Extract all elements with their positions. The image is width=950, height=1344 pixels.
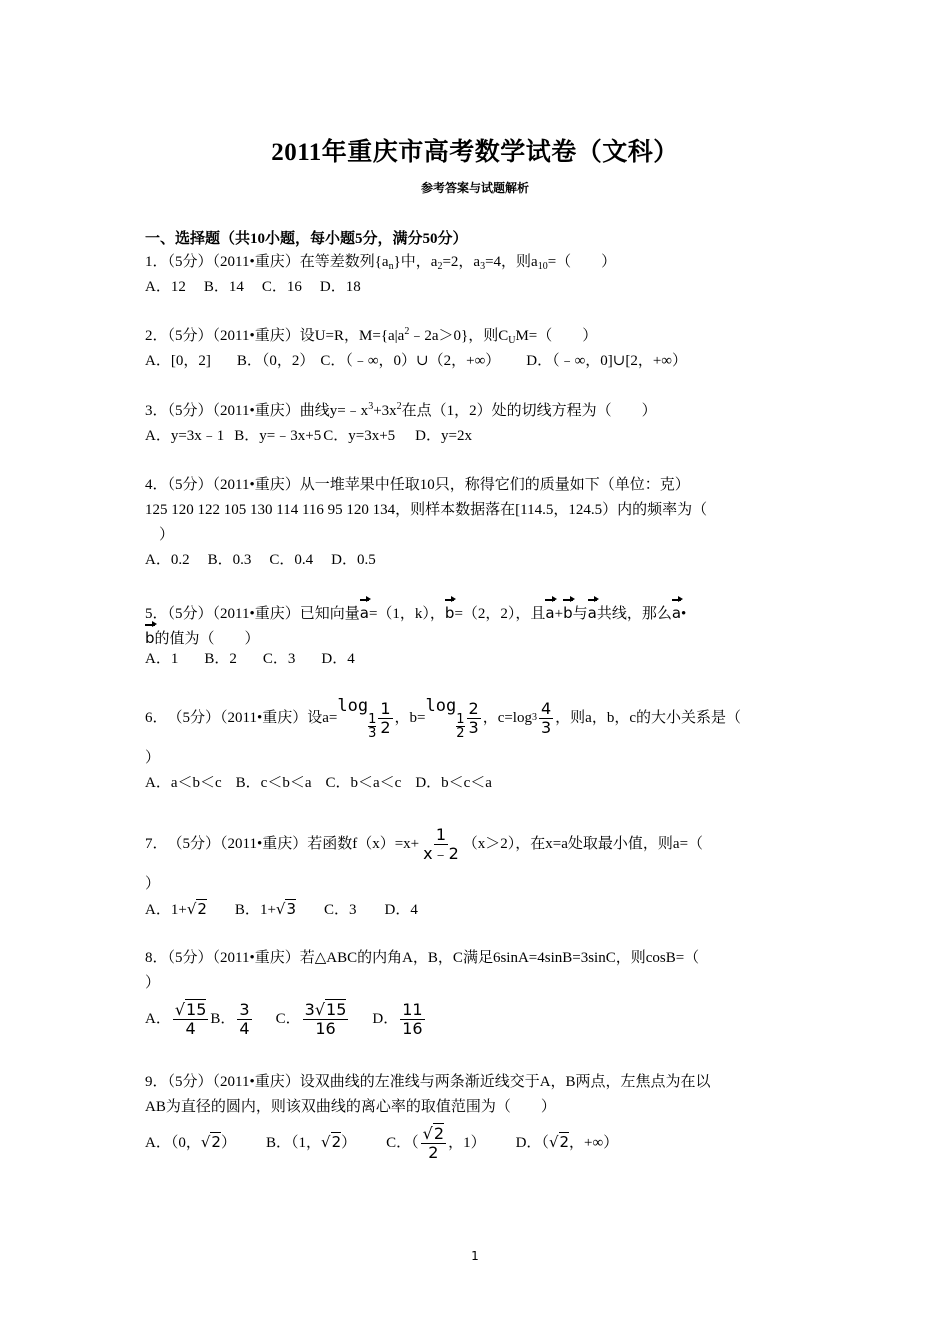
stem-text: 设a= [307, 709, 338, 726]
option-text: 3 [349, 902, 357, 918]
subscript: 2 [437, 261, 443, 272]
option-d [385, 898, 418, 923]
log-label: log [425, 695, 457, 716]
option-a: A．1 [145, 651, 179, 667]
stem-text: • [681, 606, 687, 622]
option-c: C．0.4 [269, 552, 314, 568]
option-text: 1+ [170, 902, 187, 918]
question-3 [145, 399, 810, 449]
option-b [210, 1001, 253, 1038]
fraction-denominator: x﹣2 [423, 843, 459, 863]
stem-text: 在等差数列{a [299, 254, 389, 270]
fraction-numerator [173, 1001, 209, 1020]
subscript: 10 [537, 261, 548, 272]
log-argument-fraction [467, 700, 481, 737]
option-b: B．y=﹣3x+5 [234, 428, 322, 444]
question-number: 6． [145, 709, 168, 726]
stem-text: =（2，2），且 [454, 606, 546, 622]
fraction [421, 826, 461, 863]
question-stem [145, 399, 810, 424]
stem-text-line-2: AB为直径的圆内，则该双曲线的离心率的取值范围为（ ） [145, 1099, 556, 1115]
sqrt-expression: √2 [548, 1133, 570, 1151]
question-number: 2． [145, 328, 168, 344]
log-base-fraction [368, 713, 376, 740]
fraction-denominator: 2 [428, 1142, 439, 1162]
question-stem [145, 324, 810, 349]
fraction-denominator: 16 [315, 1018, 336, 1038]
stem-text: =4，则a [485, 254, 538, 270]
sqrt-expression: √15 [314, 999, 347, 1019]
question-stem [145, 824, 810, 864]
fraction-numerator: 3 [239, 999, 250, 1019]
vector-b: b [563, 597, 573, 626]
option-label: D． [372, 1010, 399, 1027]
stem-text: 若△ABC的内角A，B，C满足6sinA=4sinB=3sinC，则cosB=（ [299, 950, 700, 966]
fraction-numerator [303, 1001, 349, 1020]
question-meta: （5分）（2011•重庆） [167, 709, 308, 726]
options [145, 771, 810, 796]
subscript: n [388, 261, 394, 272]
radicand: 2 [197, 900, 207, 918]
option-b: B．0.3 [207, 552, 252, 568]
stem-text: ﹣2a＞0}，则C [409, 328, 509, 344]
option-label: B． [210, 1010, 236, 1027]
question-number: 4． [145, 477, 168, 493]
option-c: C．（﹣∞，0）∪（2，+∞） [320, 353, 501, 369]
option-text: （1， [291, 1135, 322, 1151]
option-label: D． [515, 1135, 542, 1151]
fraction-denominator: 2 [380, 717, 391, 737]
stem-text: 共线，那么 [596, 606, 672, 622]
superscript: 2 [396, 401, 402, 412]
option-d: D．0.5 [331, 552, 376, 568]
stem-text: 设U=R，M={a|a [299, 328, 405, 344]
option-label: A． [145, 902, 171, 918]
sqrt-expression: √2 [200, 1133, 221, 1151]
radicand: 2 [433, 1123, 445, 1143]
option-c [276, 1001, 351, 1038]
option-label: C． [386, 1134, 412, 1151]
section-header: 一、选择题（共10小题，每小题5分，满分50分） [145, 231, 468, 247]
stem-text: ，c=log [482, 709, 532, 726]
option-label: B． [265, 1135, 291, 1151]
vector-a: a [672, 597, 681, 626]
question-meta: （5分）（2011•重庆） [167, 835, 308, 852]
option-label: B． [234, 902, 260, 918]
question-stem: 6． （5分）（2011•重庆） 设a= log $\frac{1}{3}$ $\frac{1}{2}$ ，b= log $\frac{1}{2}$ $\frac{2}{3}$ ，c=log 3 $\frac{4}{3}$ ，则a，b，c的大小关系是（ [145, 695, 741, 741]
stem-close: ） [145, 750, 161, 766]
stem-close: ） [145, 975, 161, 991]
question-7 [145, 824, 810, 922]
stem-text: 从一堆苹果中任取10只，称得它们的质量如下（单位：克） [299, 477, 690, 493]
sqrt-expression: √2 [422, 1123, 445, 1143]
stem-text: 若函数f（x）=x+ [307, 835, 420, 852]
option-d [516, 1130, 619, 1156]
question-meta: （5分）（2011•重庆） [167, 477, 300, 493]
fraction-denominator: 3 [540, 717, 552, 737]
fraction [303, 1001, 349, 1038]
question-number: 7． [145, 835, 168, 852]
option-d: D．y=2x [415, 428, 472, 444]
option-label: D． [384, 902, 411, 918]
vector-a: a [545, 597, 554, 626]
page-number: 1 [471, 1249, 479, 1263]
option-b [266, 1130, 356, 1156]
option-b: B．（0，2） [236, 353, 315, 369]
question-stem [145, 946, 810, 971]
option-text: （0， [170, 1135, 201, 1151]
option-a: A．a＜b＜c [145, 775, 222, 791]
option-c: C．3 [262, 651, 296, 667]
question-number: 3． [145, 403, 168, 419]
superscript: 3 [368, 401, 374, 412]
stem-text-line-2 [145, 622, 810, 647]
question-meta: （5分）（2011•重庆） [167, 254, 300, 270]
stem-text: 的值为（ ） [154, 631, 260, 647]
document-subtitle: 参考答案与试题解析 [420, 181, 529, 195]
fraction-denominator: 4 [239, 1018, 250, 1038]
question-6 [145, 695, 810, 796]
stem-text: 曲线y=﹣x [299, 403, 369, 419]
subscript: U [508, 335, 516, 346]
document-title: 2011年重庆市高考数学试卷（文科） [271, 139, 679, 166]
fraction-numerator [421, 1125, 446, 1144]
option-label: C． [324, 902, 350, 918]
option-d: D．18 [319, 279, 361, 295]
fraction [237, 1001, 251, 1038]
stem-text: ，则a，b，c的大小关系是（ [555, 709, 741, 726]
option-label: C． [275, 1010, 301, 1027]
option-label: A． [145, 1010, 171, 1027]
option-c [386, 1125, 485, 1162]
option-a: A．12 [145, 279, 186, 295]
question-stem [145, 473, 810, 498]
fraction-numerator: 2 [468, 698, 479, 718]
option-b: B．2 [204, 651, 237, 667]
log-base-fraction [456, 713, 464, 740]
options [145, 424, 810, 449]
fraction-denominator: 16 [402, 1018, 423, 1038]
fraction-numerator: 1 [435, 824, 447, 844]
option-d: D．4 [321, 651, 355, 667]
options [145, 1120, 810, 1166]
fraction-numerator: 4 [540, 698, 552, 718]
stem-text: }中，a [393, 254, 438, 270]
vector-b: b [145, 622, 155, 651]
subscript: 3 [480, 261, 486, 272]
options [145, 275, 810, 300]
question-2 [145, 324, 810, 374]
option-c: C．16 [261, 279, 302, 295]
option-a [145, 1001, 210, 1038]
option-a: A．[0，2] [145, 353, 211, 369]
sqrt-expression: √2 [186, 900, 207, 918]
sqrt-expression: √3 [275, 900, 297, 918]
stem-text-line-2: 125 120 122 105 130 114 116 95 120 134，则样本数据落在[114.5，124.5）内的频率为（ [145, 502, 708, 518]
log-label: log [337, 695, 369, 716]
options [145, 349, 810, 374]
fraction [421, 1125, 446, 1162]
sqrt-expression: √2 [321, 1133, 342, 1151]
stem-text-line-3: ） [159, 527, 175, 543]
option-d [372, 1001, 426, 1038]
option-a: A．0.2 [145, 552, 190, 568]
fraction-denominator: 3 [368, 725, 377, 741]
question-meta: （5分）（2011•重庆） [167, 328, 300, 344]
option-a [145, 897, 207, 923]
option-text: 1+ [259, 902, 276, 918]
option-label: A． [145, 1135, 171, 1151]
option-text: ，1） [448, 1134, 486, 1151]
question-number: 1． [145, 254, 168, 270]
option-text: （ [541, 1135, 549, 1151]
radicand: 2 [559, 1133, 570, 1151]
superscript: 2 [404, 326, 410, 337]
option-c: C．b＜a＜c [325, 775, 402, 791]
option-text: ） [220, 1135, 236, 1151]
options [145, 996, 810, 1042]
option-a: A．y=3x﹣1 [145, 428, 225, 444]
question-meta: （5分）（2011•重庆） [167, 1074, 300, 1090]
vector-b: b [445, 597, 455, 626]
stem-text: 已知向量 [299, 606, 360, 622]
stem-text: =2，a [442, 254, 481, 270]
radicand: 15 [186, 999, 207, 1019]
fraction-numerator: 11 [402, 999, 423, 1019]
fraction [173, 1001, 209, 1038]
question-5 [145, 597, 810, 672]
fraction-numerator: 1 [456, 711, 465, 727]
log-argument-fraction [539, 700, 553, 737]
question-8 [145, 946, 810, 1042]
stem-text: M=（ ） [515, 328, 598, 344]
option-a [145, 1130, 236, 1156]
options [145, 647, 810, 672]
fraction-denominator: 3 [468, 717, 479, 737]
option-d: D．b＜c＜a [415, 775, 492, 791]
option-text: ，+∞） [569, 1135, 619, 1151]
fraction-denominator: 4 [185, 1018, 196, 1038]
fraction-denominator: 2 [456, 725, 465, 741]
question-meta: （5分）（2011•重庆） [167, 403, 300, 419]
option-d: D．（﹣∞，0]∪[2，+∞） [526, 353, 688, 369]
option-text: （ [411, 1134, 419, 1151]
question-stem [145, 1070, 810, 1095]
question-meta: （5分）（2011•重庆） [167, 950, 300, 966]
question-number: 5． [145, 606, 168, 622]
log-argument-fraction [378, 700, 392, 737]
option-text: 4 [410, 902, 418, 918]
question-meta: （5分）（2011•重庆） [167, 606, 300, 622]
vector-a: a [360, 597, 369, 626]
radicand: 2 [331, 1133, 342, 1151]
question-4 [145, 473, 810, 573]
option-b [235, 897, 296, 923]
question-stem [145, 250, 810, 275]
option-c: C．y=3x+5 [323, 428, 396, 444]
option-b: B．14 [203, 279, 244, 295]
stem-text: 与 [572, 606, 588, 622]
stem-close: ） [145, 876, 161, 892]
question-9 [145, 1070, 810, 1166]
question-number: 9． [145, 1074, 168, 1090]
stem-text: ，b= [394, 709, 426, 726]
options [145, 897, 810, 922]
fraction-numerator: 1 [368, 711, 377, 727]
options [145, 548, 810, 573]
question-1 [145, 250, 810, 300]
stem-text: =（ ） [547, 254, 617, 270]
stem-text: 设双曲线的左准线与两条渐近线交于A，B两点，左焦点为在以 [299, 1074, 711, 1090]
stem-text: （x＞2），在x=a处取最小值，则a=（ [462, 835, 704, 852]
question-number: 8． [145, 950, 168, 966]
stem-text: 在点（1，2）处的切线方程为（ ） [401, 403, 657, 419]
vector-a: a [588, 597, 597, 626]
option-c [324, 898, 357, 923]
radicand: 3 [286, 900, 297, 918]
sqrt-expression: √15 [174, 999, 207, 1019]
question-stem [145, 597, 810, 622]
stem-text: + [554, 606, 564, 622]
option-text: ） [341, 1135, 357, 1151]
fraction [400, 1001, 424, 1038]
fraction-numerator: 1 [380, 698, 391, 718]
coefficient: 3 [304, 999, 315, 1019]
radicand: 15 [326, 999, 347, 1019]
stem-text: +3x [373, 403, 397, 419]
radicand: 2 [211, 1133, 221, 1151]
stem-text: =（1，k）， [368, 606, 445, 622]
option-b: B．c＜b＜a [235, 775, 312, 791]
